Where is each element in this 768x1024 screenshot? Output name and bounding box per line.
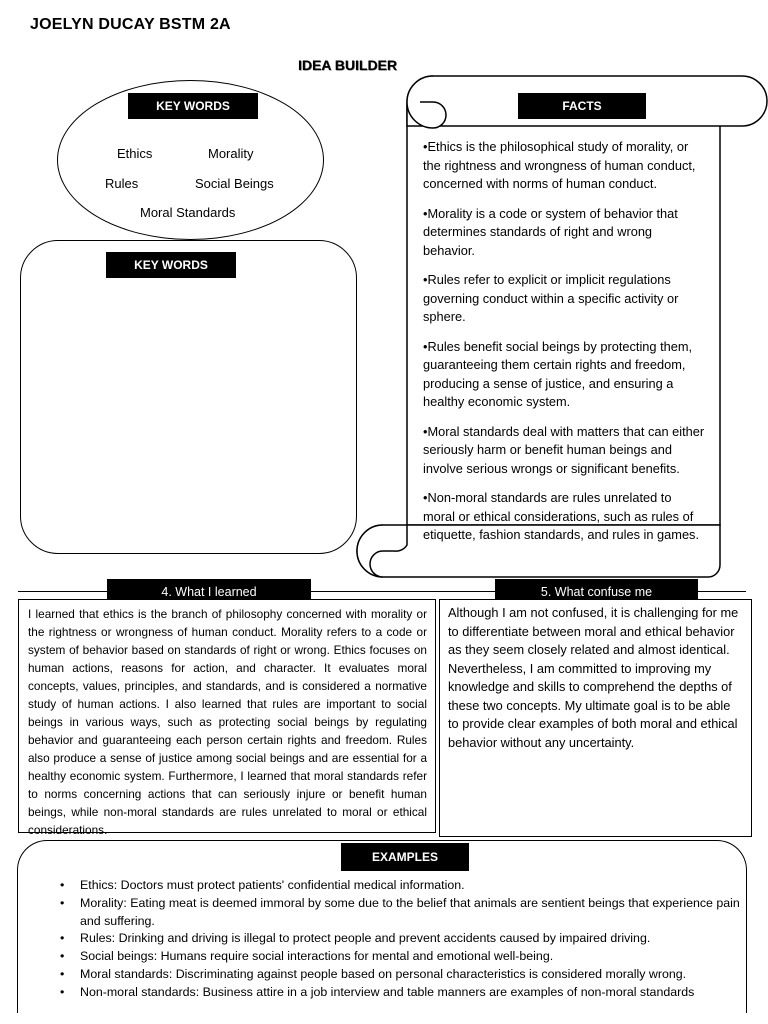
bullet-icon: •: [60, 966, 65, 981]
examples-list: [60, 877, 740, 1002]
example-item: • Moral standards: Discriminating against people based on personal characteristics is considered morally wrong.: [60, 966, 740, 984]
fact-item: •Moral standards deal with matters that can either seriously harm or benefit human beings and involve serious wrongs or significant benefits.: [423, 423, 705, 476]
bullet-icon: •: [60, 949, 65, 964]
bullet-icon: •: [60, 895, 65, 910]
learned-text: I learned that ethics is the branch of philosophy concerned with morality or the rightness or wrongness of human conduct. Morality refers to a code or system of behavior based on standards of right or wrong. Ethics focuses on human actions, reasons for action, and character. It evaluates moral concepts, values, principles, and standards, and is considered a normative study of human actions. I also learned that rules are important to social beings in various ways, such as protecting social beings by regulating behavior and guaranteeing each person certain rights and freedom. Rules also produce a sense of justice among social beings and are essential for a healthy economic system. Furthermore, I learned that moral standards refer to norms concerning actions that can seriously injure or benefit human beings, while non-moral standards are rules unrelated to moral or ethical considerations.: [18, 599, 436, 833]
bullet-icon: •: [60, 878, 65, 892]
examples-label: EXAMPLES: [341, 843, 469, 871]
bullet-icon: •: [60, 984, 65, 999]
keyword-moral-standards: Moral Standards: [140, 205, 236, 220]
keyword-ethics: Ethics: [117, 146, 153, 161]
confuse-label: 5. What confuse me: [495, 579, 698, 605]
keywords-box: [20, 240, 357, 554]
fact-item: •Non-moral standards are rules unrelated to moral or ethical considerations, such as rules of etiquette, fashion standards, and rules in games.: [423, 490, 700, 542]
example-item: • Ethics: Doctors must protect patients' confidential medical information.: [60, 877, 740, 895]
example-item: • Rules: Drinking and driving is illegal to protect people and prevent accidents caused by impaired driving.: [60, 930, 740, 948]
bullet-icon: •: [60, 931, 65, 946]
fact-item: •Morality is a code or system of behavior that determines standards of right and wrong behavior.: [423, 205, 678, 258]
fact-item: •Ethics is the philosophical study of morality, or the rightness and wrongness of human conduct, concerned with norms of human conduct.: [423, 139, 696, 191]
confuse-text: Although I am not confused, it is challenging for me to differentiate between moral and ethical behavior as they seem closely related and almost identical. Nevertheless, I am committed to improving my knowledge and skills to comprehend the depths of these two concepts. My ultimate goal is to be able to provide clear examples of both moral and ethical behavior without any uncertainty.: [439, 599, 752, 837]
example-item: • Non-moral standards: Business attire in a job interview and table manners are examples of non-moral standards: [60, 984, 740, 1002]
fact-item: •Rules refer to explicit or implicit regulations governing conduct within a specific activity or sphere.: [423, 272, 679, 324]
fact-item: •Rules benefit social beings by protecting them, guaranteeing them certain rights and freedom, producing a sense of justice, and ensuring a healthy economic system.: [423, 338, 693, 409]
keywords-oval-label: KEY WORDS: [128, 93, 258, 119]
example-item: • Social beings: Humans require social interactions for mental and emotional well-being.: [60, 948, 740, 966]
example-item: • Morality: Eating meat is deemed immoral by some due to the belief that animals are sentient beings that experience pain and suffering.: [60, 895, 740, 928]
facts-list: [423, 138, 705, 556]
student-name: JOELYN DUCAY BSTM 2A: [30, 16, 231, 33]
facts-label: FACTS: [518, 93, 646, 119]
keyword-rules: Rules: [105, 176, 139, 191]
keyword-social-beings: Social Beings: [195, 176, 274, 191]
keywords-box-label: KEY WORDS: [106, 252, 236, 278]
page-title: IDEA BUILDER: [297, 57, 398, 73]
learned-label: 4. What I learned: [107, 579, 311, 605]
keyword-morality: Morality: [208, 146, 254, 161]
